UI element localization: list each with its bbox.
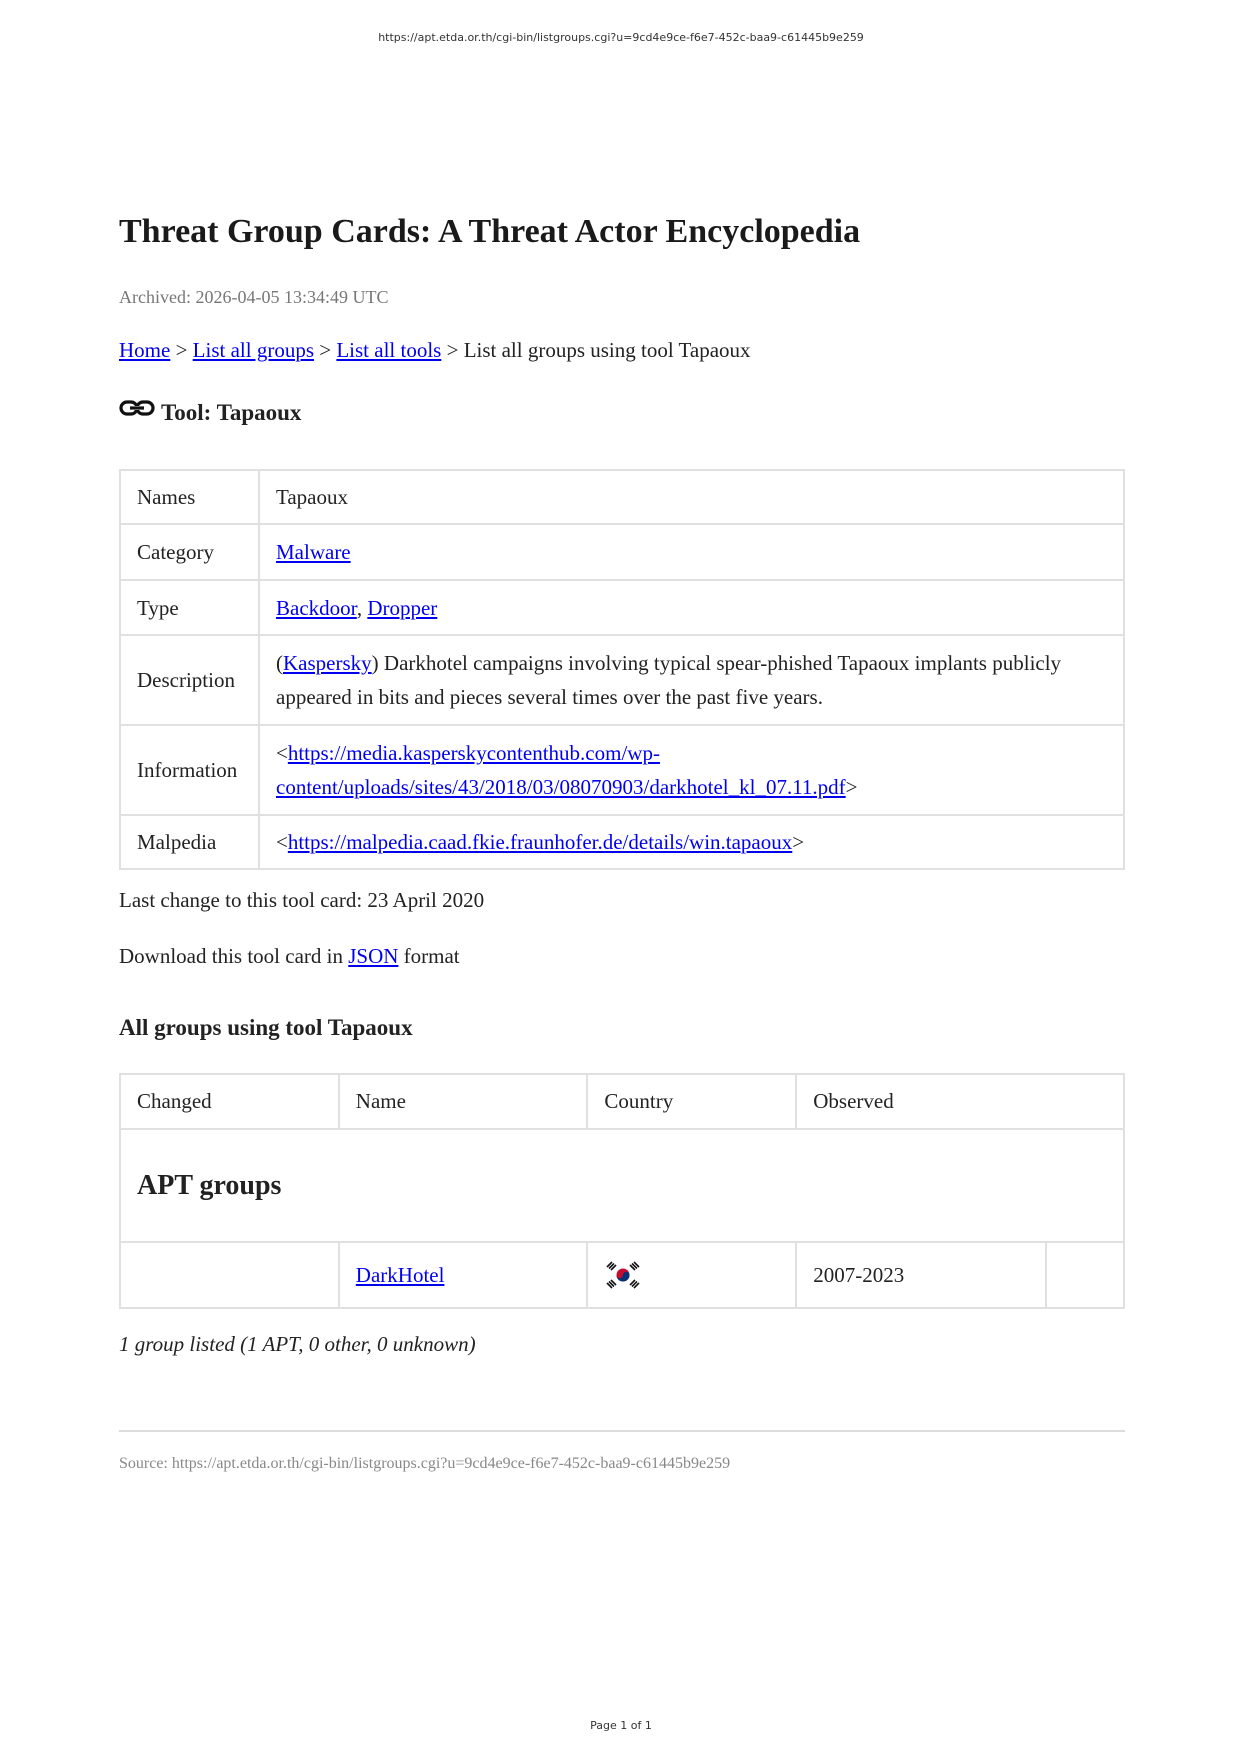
breadcrumb (119, 338, 751, 363)
information-label: Information (120, 725, 259, 815)
apt-groups-section-row (120, 1129, 1124, 1242)
group-country-cell (587, 1242, 796, 1308)
column-header-changed: Changed (120, 1074, 339, 1129)
information-row (120, 725, 1124, 815)
information-gt: > (845, 775, 858, 799)
group-darkhotel-link[interactable]: DarkHotel (355, 1262, 445, 1287)
page-number: Page 1 of 1 (590, 1719, 652, 1732)
download-line (119, 944, 460, 969)
category-label: Category (120, 524, 259, 580)
download-prefix: Download this tool card in (119, 944, 343, 968)
print-header-url: https://apt.etda.or.th/cgi-bin/listgroups.cgi?u=9cd4e9ce-f6e7-452c-baa9-c61445b9e259 (378, 31, 864, 44)
download-suffix: format (403, 944, 460, 968)
description-label: Description (120, 635, 259, 725)
breadcrumb-separator: > (175, 338, 188, 362)
malpedia-link[interactable]: https://malpedia.caad.fkie.fraunhofer.de/details/win.tapaoux (287, 830, 793, 854)
breadcrumb-home-link[interactable]: Home (119, 338, 171, 362)
malpedia-gt: > (792, 830, 805, 854)
names-value: Tapaoux (259, 470, 1124, 524)
type-separator: , (356, 595, 363, 620)
type-row (120, 580, 1124, 635)
column-header-name: Name (339, 1074, 588, 1129)
apt-groups-section-title: APT groups (120, 1129, 1124, 1242)
groups-table (119, 1073, 1125, 1309)
last-change-text: Last change to this tool card: 23 April 2020 (119, 888, 485, 912)
information-lt: < (276, 741, 288, 765)
breadcrumb-current: List all groups using tool Tapaoux (463, 338, 751, 362)
column-header-observed: Observed (796, 1074, 1124, 1129)
groups-summary: 1 group listed (1 APT, 0 other, 0 unknown) (119, 1332, 476, 1356)
south-korea-flag-icon (604, 1260, 642, 1290)
page-title: Threat Group Cards: A Threat Actor Encyclopedia (119, 213, 861, 250)
breadcrumb-list-groups-link[interactable]: List all groups (192, 338, 314, 362)
malpedia-row (120, 815, 1124, 869)
malpedia-label: Malpedia (120, 815, 259, 869)
information-value (259, 725, 1124, 815)
tool-heading-text: Tool: Tapaoux (161, 400, 302, 425)
breadcrumb-separator: > (319, 338, 332, 362)
category-row (120, 524, 1124, 580)
names-row (120, 470, 1124, 524)
group-changed-cell (120, 1242, 339, 1308)
tool-info-table (119, 469, 1125, 870)
information-link-line1: https://media.kasperskycontenthub.com/wp- (287, 741, 660, 765)
information-link-line2: content/uploads/sites/43/2018/03/08070903/darkhotel_kl_07.11.pdf (276, 775, 846, 799)
type-dropper-link[interactable]: Dropper (367, 595, 438, 620)
group-extra-cell (1046, 1242, 1124, 1308)
information-kaspersky-pdf-link[interactable] (276, 741, 846, 799)
column-header-country: Country (587, 1074, 796, 1129)
breadcrumb-list-tools-link[interactable]: List all tools (336, 338, 442, 362)
table-row (120, 1242, 1124, 1308)
footer-divider (119, 1430, 1125, 1432)
type-value (259, 580, 1124, 635)
group-name-cell (339, 1242, 588, 1308)
source-url: Source: https://apt.etda.or.th/cgi-bin/listgroups.cgi?u=9cd4e9ce-f6e7-452c-baa9-c61445b9e259 (119, 1455, 731, 1472)
groups-heading: All groups using tool Tapaoux (119, 1015, 413, 1040)
tool-heading (119, 400, 301, 426)
link-icon (119, 396, 155, 424)
description-kaspersky-link[interactable]: Kaspersky (283, 651, 372, 675)
archived-timestamp: Archived: 2026-04-05 13:34:49 UTC (119, 287, 389, 307)
description-value (259, 635, 1124, 725)
category-malware-link[interactable]: Malware (276, 540, 351, 564)
type-backdoor-link[interactable]: Backdoor (276, 595, 357, 620)
download-json-link[interactable]: JSON (348, 944, 399, 968)
category-value (259, 524, 1124, 580)
breadcrumb-separator: > (446, 338, 459, 362)
description-open-paren: ( (276, 651, 283, 675)
malpedia-value (259, 815, 1124, 869)
description-row (120, 635, 1124, 725)
description-text: ) Darkhotel campaigns involving typical spear-phished Tapaoux implants publicly appeared in bits and pieces several times over the past five years. (276, 651, 1062, 709)
type-label: Type (120, 580, 259, 635)
group-observed-cell: 2007-2023 (796, 1242, 1046, 1308)
groups-header-row (120, 1074, 1124, 1129)
names-label: Names (120, 470, 259, 524)
malpedia-lt: < (276, 830, 288, 854)
